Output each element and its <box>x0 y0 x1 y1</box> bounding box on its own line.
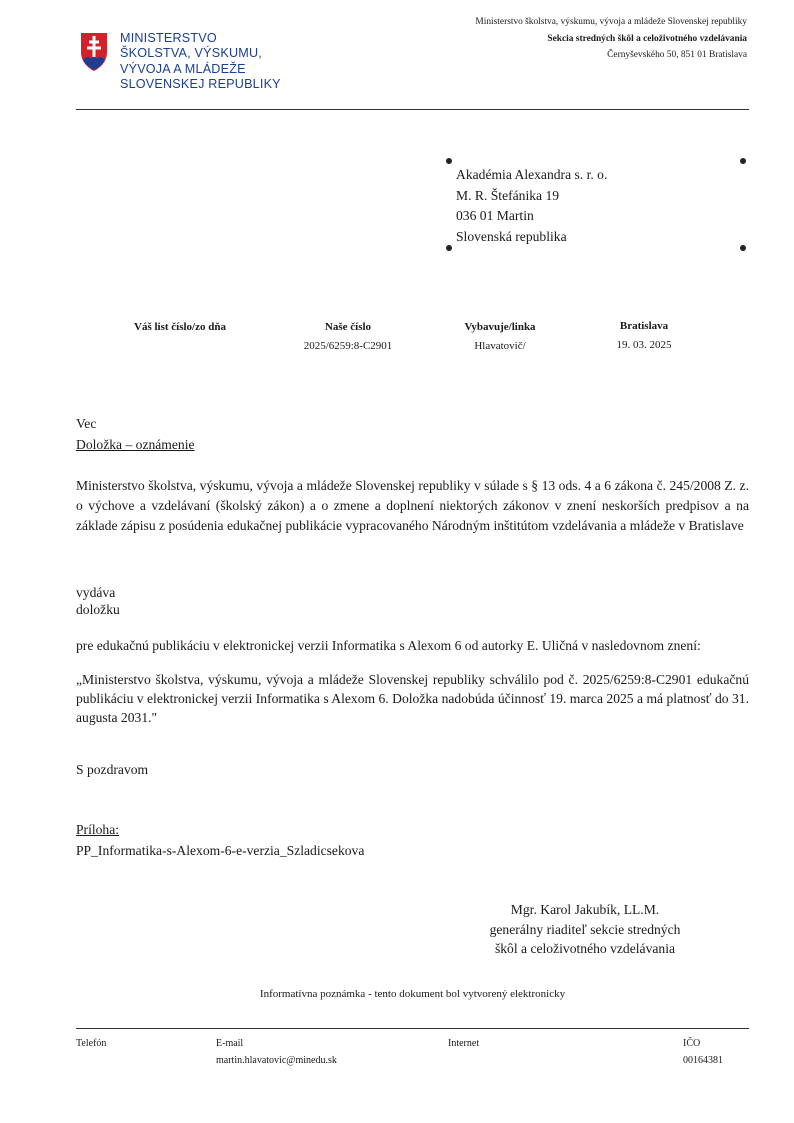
signatory-title: škôl a celoživotného vzdelávania <box>494 941 676 956</box>
place-label: Bratislava <box>619 320 669 332</box>
clause-text: doložku <box>76 602 120 617</box>
footer-email-label: E-mail <box>216 1038 244 1049</box>
recipient-country: Slovenská republika <box>456 228 567 244</box>
coat-of-arms-icon <box>80 32 108 72</box>
attachment-label: Príloha: <box>76 822 120 837</box>
footer-divider <box>76 1028 749 1029</box>
footer-ico-label: IČO <box>683 1038 701 1049</box>
subject-label: Vec <box>76 416 97 431</box>
signatory-title: generálny riaditeľ sekcie stredných <box>489 921 681 937</box>
address-corner-mark <box>740 158 746 164</box>
recipient-street: M. R. Štefánika 19 <box>456 187 560 203</box>
footer-internet-label: Internet <box>448 1038 480 1049</box>
recipient-city: 036 01 Martin <box>456 208 534 223</box>
greeting: S pozdravom <box>76 762 149 777</box>
footer-email: martin.hlavatovic@minedu.sk <box>216 1055 337 1066</box>
sender-section: Sekcia stredných škôl a celoživotného vzdelávania <box>547 33 747 44</box>
logo-line: MINISTERSTVO <box>120 31 217 45</box>
attachment-name: PP_Informatika-s-Alexom-6-e-verzia_Szladicsekova <box>76 843 365 858</box>
ministry-name <box>120 31 281 93</box>
address-corner-mark <box>740 245 746 251</box>
handled-by: Hlavatovič/ <box>474 340 526 352</box>
clause-quote: „Ministerstvo školstva, výskumu, vývoja a mládeže Slovenskej republiky schválilo pod č. 2025/6259:8-C2901 edukačnú publikáciu v elektronickej verzii Informatika s Alexom 6. Doložka nadobúda účinnosť 19. marca 2025 a má platnosť do 31. augusta 2031." <box>76 672 749 725</box>
subject-text: Doložka – oznámenie <box>76 437 195 452</box>
address-corner-mark <box>446 158 452 164</box>
for-text: pre edukačnú publikáciu v elektronickej verzii Informatika s Alexom 6 od autorky E. Uličná v nasledovnom znení: <box>76 638 701 653</box>
our-number-label: Naše číslo <box>324 321 372 333</box>
logo-line: SLOVENSKEJ REPUBLIKY <box>120 77 281 92</box>
sender-block <box>475 14 747 64</box>
sender-address: Černyševského 50, 851 01 Bratislava <box>607 50 747 60</box>
sender-ministry: Ministerstvo školstva, výskumu, vývoja a mládeže Slovenskej republiky <box>475 17 747 27</box>
electronic-note: Informatívna poznámka - tento dokument bol vytvorený elektronicky <box>259 988 566 1000</box>
issues-text: vydáva <box>76 585 116 600</box>
logo-line: ŠKOLSTVA, VÝSKUMU, <box>120 46 262 61</box>
logo-line: VÝVOJA A MLÁDEŽE <box>120 61 246 76</box>
footer-ico: 00164381 <box>683 1055 723 1066</box>
header-divider <box>76 109 749 110</box>
recipient-name: Akadémia Alexandra s. r. o. <box>456 167 608 182</box>
attachment-label-line <box>76 820 749 839</box>
our-number: 2025/6259:8-C2901 <box>303 340 393 352</box>
signatory-name: Mgr. Karol Jakubík, LL.M. <box>510 902 660 917</box>
ministry-logo <box>80 32 108 77</box>
your-letter-label: Váš list číslo/zo dňa <box>134 321 226 333</box>
letter-date: 19. 03. 2025 <box>616 339 672 351</box>
intro-paragraph: Ministerstvo školstva, výskumu, vývoja a mládeže Slovenskej republiky v súlade s § 13 ods. 4 a 6 zákona č. 245/2008 Z. z. o výchove a vzdelávaní (školský zákon) a o zmene a doplnení niektorých zákonov v znení neskorších predpisov a na základe zápisu z posúdenia edukačnej publikácie vypracovaného Národným inštitútom vzdelávania a mládeže v Bratislave <box>76 478 749 533</box>
recipient-address <box>456 165 607 247</box>
address-corner-mark <box>446 245 452 251</box>
signature-block <box>475 900 695 959</box>
footer-phone-label: Telefón <box>76 1038 107 1049</box>
subject-line <box>76 435 749 454</box>
handled-by-label: Vybavuje/linka <box>464 321 536 333</box>
